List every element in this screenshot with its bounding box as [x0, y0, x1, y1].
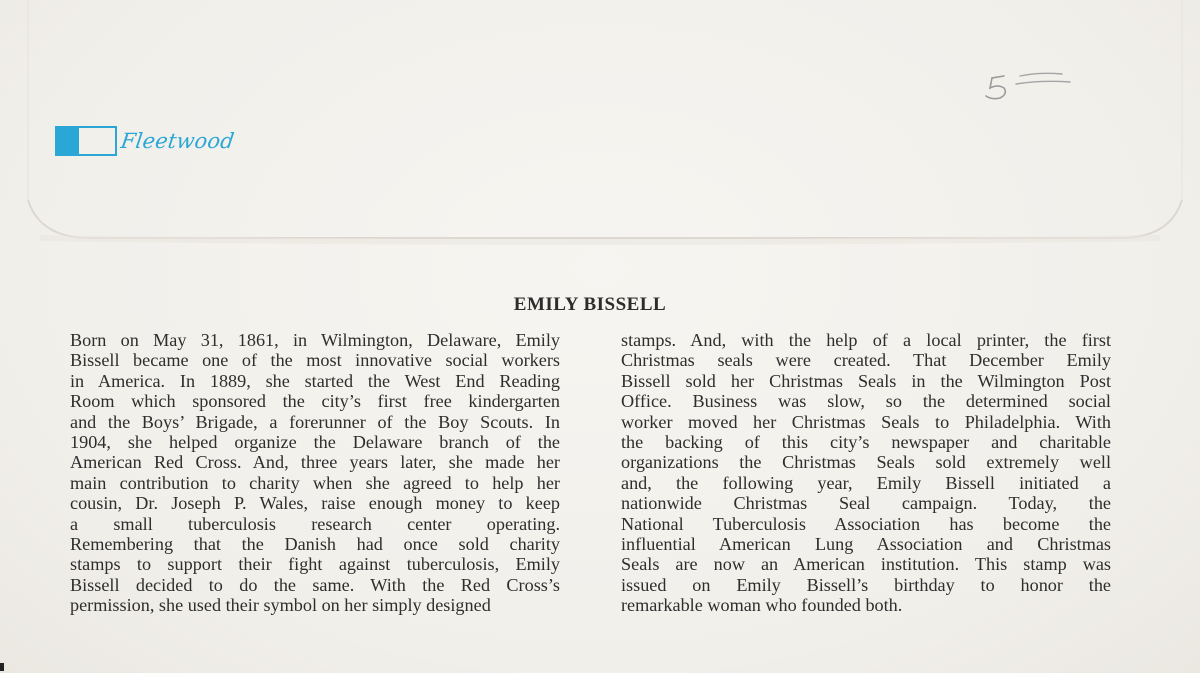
article-line: remarkable woman who founded both.: [621, 595, 903, 616]
article-line: main contribution to charity when she agreed to help her: [70, 472, 560, 493]
article-line: permission, she used their symbol on her simply designed: [70, 595, 491, 616]
article-line: Room which sponsored the city’s first free kindergarten: [70, 391, 560, 412]
article-line: cousin, Dr. Joseph P. Wales, raise enough money to keep: [70, 493, 560, 514]
article-line: 1904, she helped organize the Delaware branch of the: [70, 432, 560, 453]
article-line: a small tuberculosis research center operating.: [70, 513, 560, 534]
article-line: Remembering that the Danish had once sold charity: [70, 534, 560, 555]
logo-box-icon: [55, 126, 117, 156]
article-line: organizations the Christmas Seals sold extremely well: [621, 452, 1111, 473]
article-line: stamps. And, with the help of a local printer, the first: [621, 330, 1111, 350]
article-line: National Tuberculosis Association has become the: [621, 513, 1111, 534]
article-line: influential American Lung Association and Christmas: [621, 534, 1111, 555]
article-line: Christmas seals were created. That December Emily: [621, 350, 1111, 371]
article-line: Bissell became one of the most innovative social workers: [70, 350, 560, 371]
logo-wordmark: Fleetwood: [119, 129, 236, 153]
article-line: Bissell sold her Christmas Seals in the Wilmington Post: [621, 370, 1111, 391]
article-line: in America. In 1889, she started the West End Reading: [70, 370, 560, 391]
article-title: EMILY BISSELL: [513, 294, 667, 315]
article-column-right: [621, 330, 1111, 616]
fleetwood-logo: [55, 124, 234, 158]
article-line: and, the following year, Emily Bissell initiated a: [621, 472, 1111, 493]
article-line: Bissell decided to do the same. With the Red Cross’s: [70, 574, 560, 595]
article-line: the backing of this city’s newspaper and charitable: [621, 432, 1111, 453]
edge-mark: [0, 663, 4, 671]
pencil-note-mark: [982, 62, 1077, 107]
article-line: worker moved her Christmas Seals to Philadelphia. With: [621, 411, 1111, 432]
article-line: American Red Cross. And, three years later, she made her: [70, 452, 560, 473]
article-line: Seals are now an American institution. This stamp was: [621, 554, 1111, 575]
article-line: and the Boys’ Brigade, a forerunner of the Boy Scouts. In: [70, 411, 560, 432]
article-line: stamps to support their fight against tuberculosis, Emily: [70, 554, 560, 575]
article-line: issued on Emily Bissell’s birthday to honor the: [621, 574, 1111, 595]
article-line: Born on May 31, 1861, in Wilmington, Delaware, Emily: [70, 330, 560, 350]
article-column-left: [70, 330, 560, 616]
article-line: nationwide Christmas Seal campaign. Today, the: [621, 493, 1111, 514]
article-line: Office. Business was slow, so the determined social: [621, 391, 1111, 412]
